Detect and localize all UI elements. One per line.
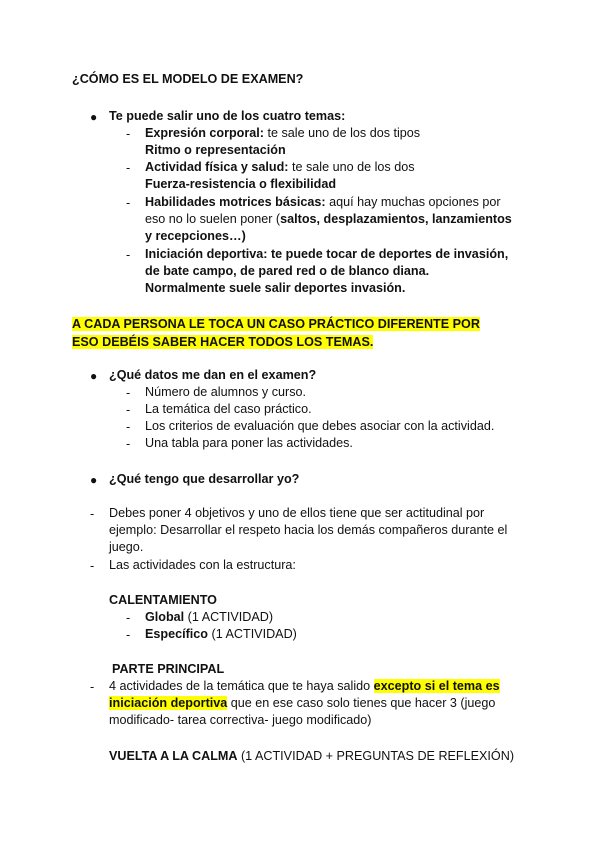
section3-bullet: ¿Qué tengo que desarrollar yo? bbox=[109, 472, 300, 486]
section2-item: Una tabla para poner las actividades. bbox=[145, 436, 353, 450]
parte-principal-heading: PARTE PRINCIPAL bbox=[112, 662, 225, 676]
section2-item: Número de alumnos y curso. bbox=[145, 385, 306, 399]
section1-item-1: Expresión corporal: te sale uno de los dos tipos Ritmo o representación bbox=[145, 126, 421, 157]
dash-marker: - bbox=[126, 437, 131, 451]
bullet-dot: ● bbox=[90, 369, 98, 383]
dash-marker: - bbox=[90, 507, 95, 521]
section3-item-1: Debes poner 4 objetivos y uno de ellos tiene que ser actitudinal por ejemplo: Desarrollar el respeto hacia los demás compañeros durante el juego. bbox=[109, 506, 508, 554]
highlight-notice: A CADA PERSONA LE TOCA UN CASO PRÁCTICO DIFERENTE POR ESO DEBÉIS SABER HACER TODOS LOS TEMAS. bbox=[72, 317, 480, 349]
section2-item: Los criterios de evaluación que debes asociar con la actividad. bbox=[145, 419, 495, 433]
calentamiento-heading: CALENTAMIENTO bbox=[109, 593, 217, 607]
dash-marker: - bbox=[126, 628, 131, 642]
dash-marker: - bbox=[90, 559, 95, 573]
dash-marker: - bbox=[126, 161, 131, 175]
dash-marker: - bbox=[126, 420, 131, 434]
section2-item: La temática del caso práctico. bbox=[145, 402, 312, 416]
bullet-dot: ● bbox=[90, 110, 98, 124]
section1-item-2: Actividad física y salud: te sale uno de los dos Fuerza-resistencia o flexibilidad bbox=[145, 160, 415, 191]
dash-marker: - bbox=[126, 127, 131, 141]
dash-marker: - bbox=[126, 248, 131, 262]
section3-item-2: Las actividades con la estructura: bbox=[109, 558, 296, 572]
dash-marker: - bbox=[126, 386, 131, 400]
dash-marker: - bbox=[126, 403, 131, 417]
dash-marker: - bbox=[90, 680, 95, 694]
page-title: ¿CÓMO ES EL MODELO DE EXAMEN? bbox=[72, 72, 304, 86]
section2-bullet: ¿Qué datos me dan en el examen? bbox=[109, 368, 317, 382]
parte-principal-text: 4 actividades de la temática que te haya salido excepto si el tema es iniciación deportiva que en ese caso solo tienes que hacer 3 (juego modificado- tarea correctiva- juego modificado) bbox=[109, 679, 500, 727]
bullet-dot: ● bbox=[90, 473, 98, 487]
section1-item-3: Habilidades motrices básicas: aquí hay muchas opciones por eso no lo suelen poner (saltos, desplazamientos, lanzamientos y recepciones…) bbox=[145, 195, 512, 243]
calentamiento-item: Específico (1 ACTIVIDAD) bbox=[145, 627, 297, 641]
vuelta-calma: VUELTA A LA CALMA (1 ACTIVIDAD + PREGUNTAS DE REFLEXIÓN) bbox=[109, 749, 515, 763]
section1-item-4: Iniciación deportiva: te puede tocar de deportes de invasión, de bate campo, de pared red o de blanco diana. Normalmente suele salir deportes invasión. bbox=[145, 247, 509, 295]
dash-marker: - bbox=[126, 196, 131, 210]
calentamiento-item: Global (1 ACTIVIDAD) bbox=[145, 610, 274, 624]
section1-bullet: Te puede salir uno de los cuatro temas: bbox=[109, 109, 346, 123]
dash-marker: - bbox=[126, 611, 131, 625]
